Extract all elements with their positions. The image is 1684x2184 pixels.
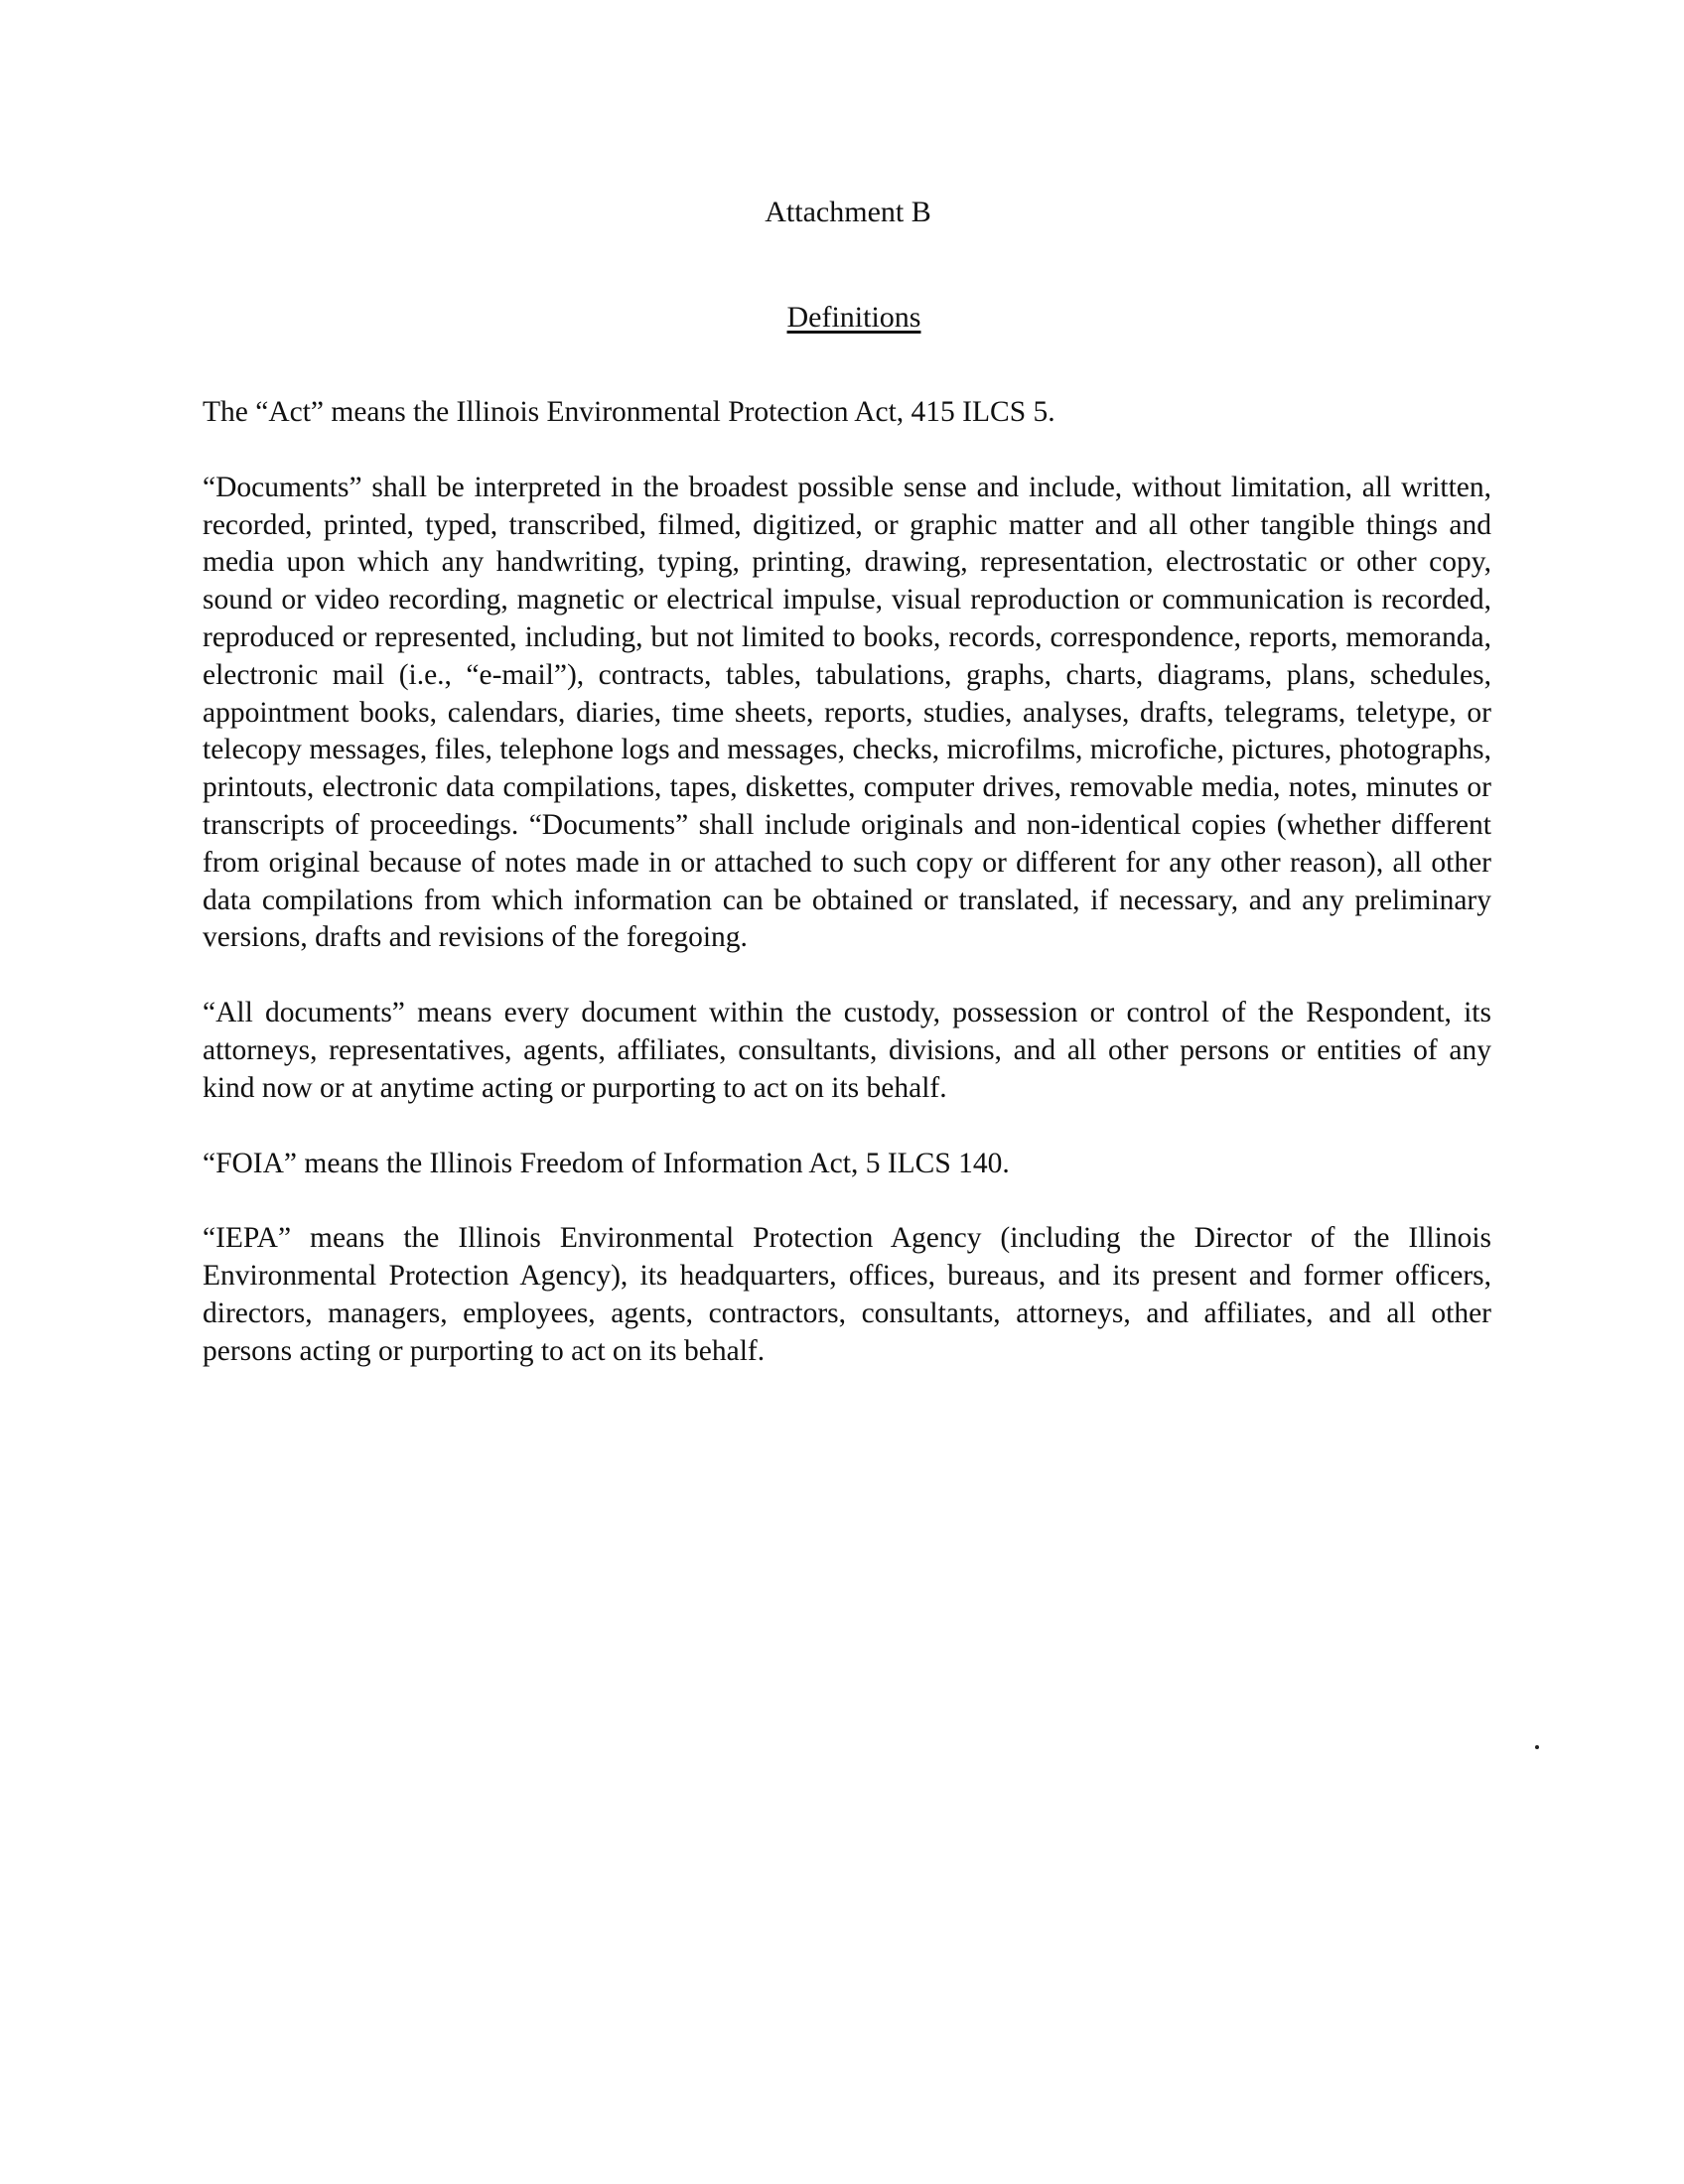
definition-act: The “Act” means the Illinois Environmental Protection Act, 415 ILCS 5. bbox=[203, 396, 1055, 428]
definitions-heading-text: Definitions bbox=[786, 301, 921, 334]
definition-all-documents: “All documents” means every document within the custody, possession or control of the Respondent, its attorneys, representatives, agents, affiliates, consultants, divisions, and all other persons or entities of any kind now or at anytime acting or purporting to act on its behalf. bbox=[203, 997, 1491, 1104]
definition-foia: “FOIA” means the Illinois Freedom of Information Act, 5 ILCS 140. bbox=[203, 1147, 1010, 1179]
definitions-body bbox=[203, 394, 1491, 1409]
scan-speck bbox=[1535, 1745, 1539, 1749]
section-heading bbox=[0, 300, 1684, 336]
definition-documents: “Documents” shall be interpreted in the broadest possible sense and include, without limitation, all written, recorded, printed, typed, transcribed, filmed, digitized, or graphic matter and all other tangible things and media upon which any handwriting, typing, printing, drawing, representation, electrostatic or other copy, sound or video recording, magnetic or electrical impulse, visual reproduction or communication is recorded, reproduced or represented, including, but not limited to books, records, correspondence, reports, memoranda, electronic mail (i.e., “e-mail”), contracts, tables, tabulations, graphs, charts, diagrams, plans, schedules, appointment books, calendars, diaries, time sheets, reports, studies, analyses, drafts, telegrams, teletype, or telecopy messages, files, telephone logs and messages, checks, microfilms, microfiche, pictures, photographs, printouts, electronic data compilations, tapes, diskettes, computer drives, removable media, notes, minutes or transcripts of proceedings. “Documents” shall include originals and non-identical copies (whether different from original because of notes made in or attached to such copy or different for any other reason), all other data compilations from which information can be obtained or translated, if necessary, and any preliminary versions, drafts and revisions of the foregoing. bbox=[203, 471, 1491, 954]
attachment-title: Attachment B bbox=[765, 196, 931, 228]
definition-iepa: “IEPA” means the Illinois Environmental Protection Agency (including the Director of the Illinois Environmental Protection Agency), its headquarters, offices, bureaus, and its present and former officers, directors, managers, employees, agents, contractors, consultants, attorneys, and affiliates, and all other persons acting or purporting to act on its behalf. bbox=[203, 1222, 1491, 1367]
